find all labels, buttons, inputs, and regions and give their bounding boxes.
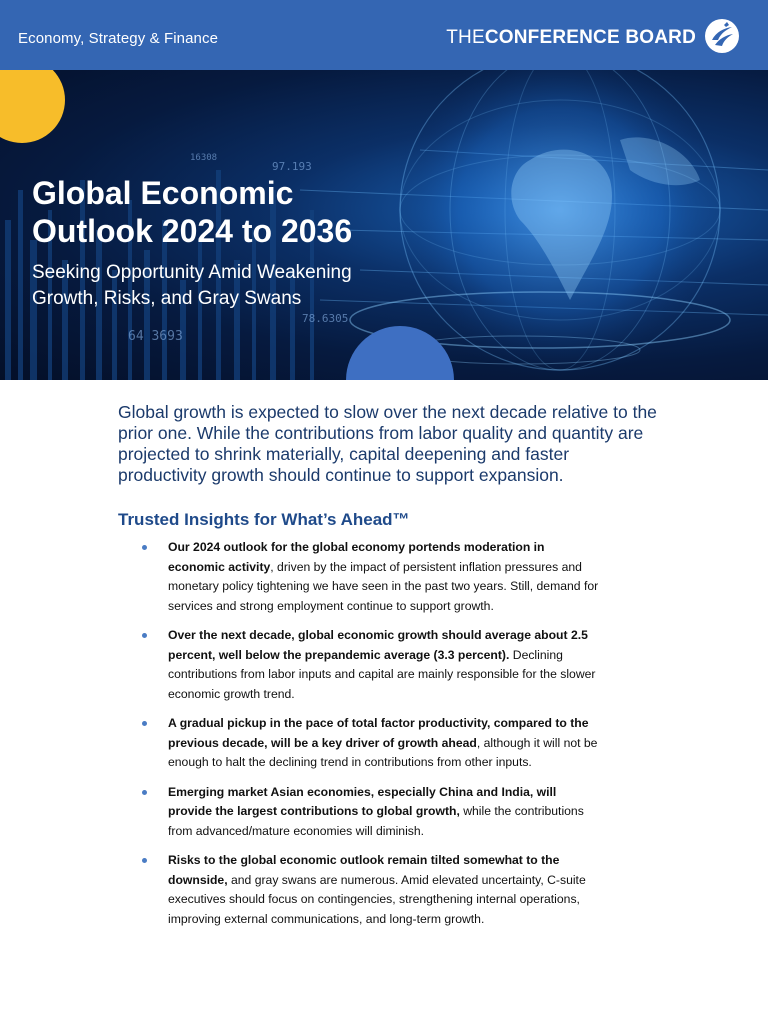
bullet-text: Declining contributions from labor inputs and capital are mainly responsible for the slower economic growth trend. <box>168 647 596 701</box>
brand[interactable] <box>446 18 740 58</box>
insights-heading: Trusted Insights for What’s Ahead™ <box>118 510 410 529</box>
bullet-text: , driven by the impact of persistent inflation pressures and monetary policy tightening we have seen in the past two years. Still, demand for services and strong employment continue to support growth. <box>168 559 599 613</box>
title-line: Outlook 2024 to 2036 <box>32 213 353 249</box>
bullet-dot-icon <box>142 633 147 638</box>
bullet-text: while the contributions from advanced/mature economies will diminish. <box>168 804 584 838</box>
bullet-text: , although it will not be enough to halt the declining trend in contributions from other inputs. <box>168 735 598 769</box>
bullet-bold: Emerging market Asian economies, especially China and India, will provide the largest contributions to global growth, <box>168 784 557 818</box>
bullet-bold: Risks to the global economic outlook remain tilted somewhat to the downside, <box>168 853 560 887</box>
hero-banner <box>0 70 768 380</box>
ticker-number: 64 3693 <box>128 329 183 344</box>
page-title <box>32 174 352 250</box>
bullet-dot-icon <box>142 858 147 863</box>
ticker-number: 78.6305 <box>302 312 349 325</box>
ticker-number: 97.193 <box>272 160 312 173</box>
bullet-dot-icon <box>142 790 147 795</box>
conference-board-logo-icon <box>704 18 740 59</box>
section-label: Economy, Strategy & Finance <box>18 30 219 47</box>
bullet-bold: Over the next decade, global economic growth should average about 2.5 percent, well below the prepandemic average (3.3 percent). <box>168 628 588 662</box>
bullet-text: and gray swans are numerous. Amid elevated uncertainty, C-suite executives should focus on contingencies, strengthening internal operations, improving external communications, and long-term growth. <box>168 872 586 926</box>
blue-accent-circle <box>346 326 454 380</box>
subtitle-line: Seeking Opportunity Amid Weakening <box>32 262 352 283</box>
insights-list <box>140 538 600 939</box>
page-subtitle <box>32 260 352 312</box>
list-item <box>140 626 600 704</box>
list-item <box>140 783 600 842</box>
brand-rest: CONFERENCE BOARD <box>484 27 696 48</box>
yellow-accent-circle <box>0 70 65 143</box>
bullet-bold: Our 2024 outlook for the global economy portends moderation in economic activity <box>168 540 545 574</box>
list-item <box>140 538 600 616</box>
brand-the: THE <box>446 27 485 48</box>
subtitle-line: Growth, Risks, and Gray Swans <box>32 288 302 309</box>
header-bar <box>0 0 768 70</box>
bullet-dot-icon <box>142 545 147 550</box>
ticker-number: 16308 <box>190 153 218 163</box>
bullet-bold: A gradual pickup in the pace of total factor productivity, compared to the previous decade, will be a key driver of growth ahead <box>168 716 589 750</box>
title-line: Global Economic <box>32 175 294 211</box>
intro-paragraph: Global growth is expected to slow over the next decade relative to the prior one. While the contributions from labor quality and quantity are projected to shrink materially, capital deepening and faster productivity growth should continue to support expansion. <box>118 402 657 485</box>
list-item <box>140 714 600 773</box>
brand-name <box>446 27 696 49</box>
list-item <box>140 851 600 929</box>
bullet-dot-icon <box>142 721 147 726</box>
